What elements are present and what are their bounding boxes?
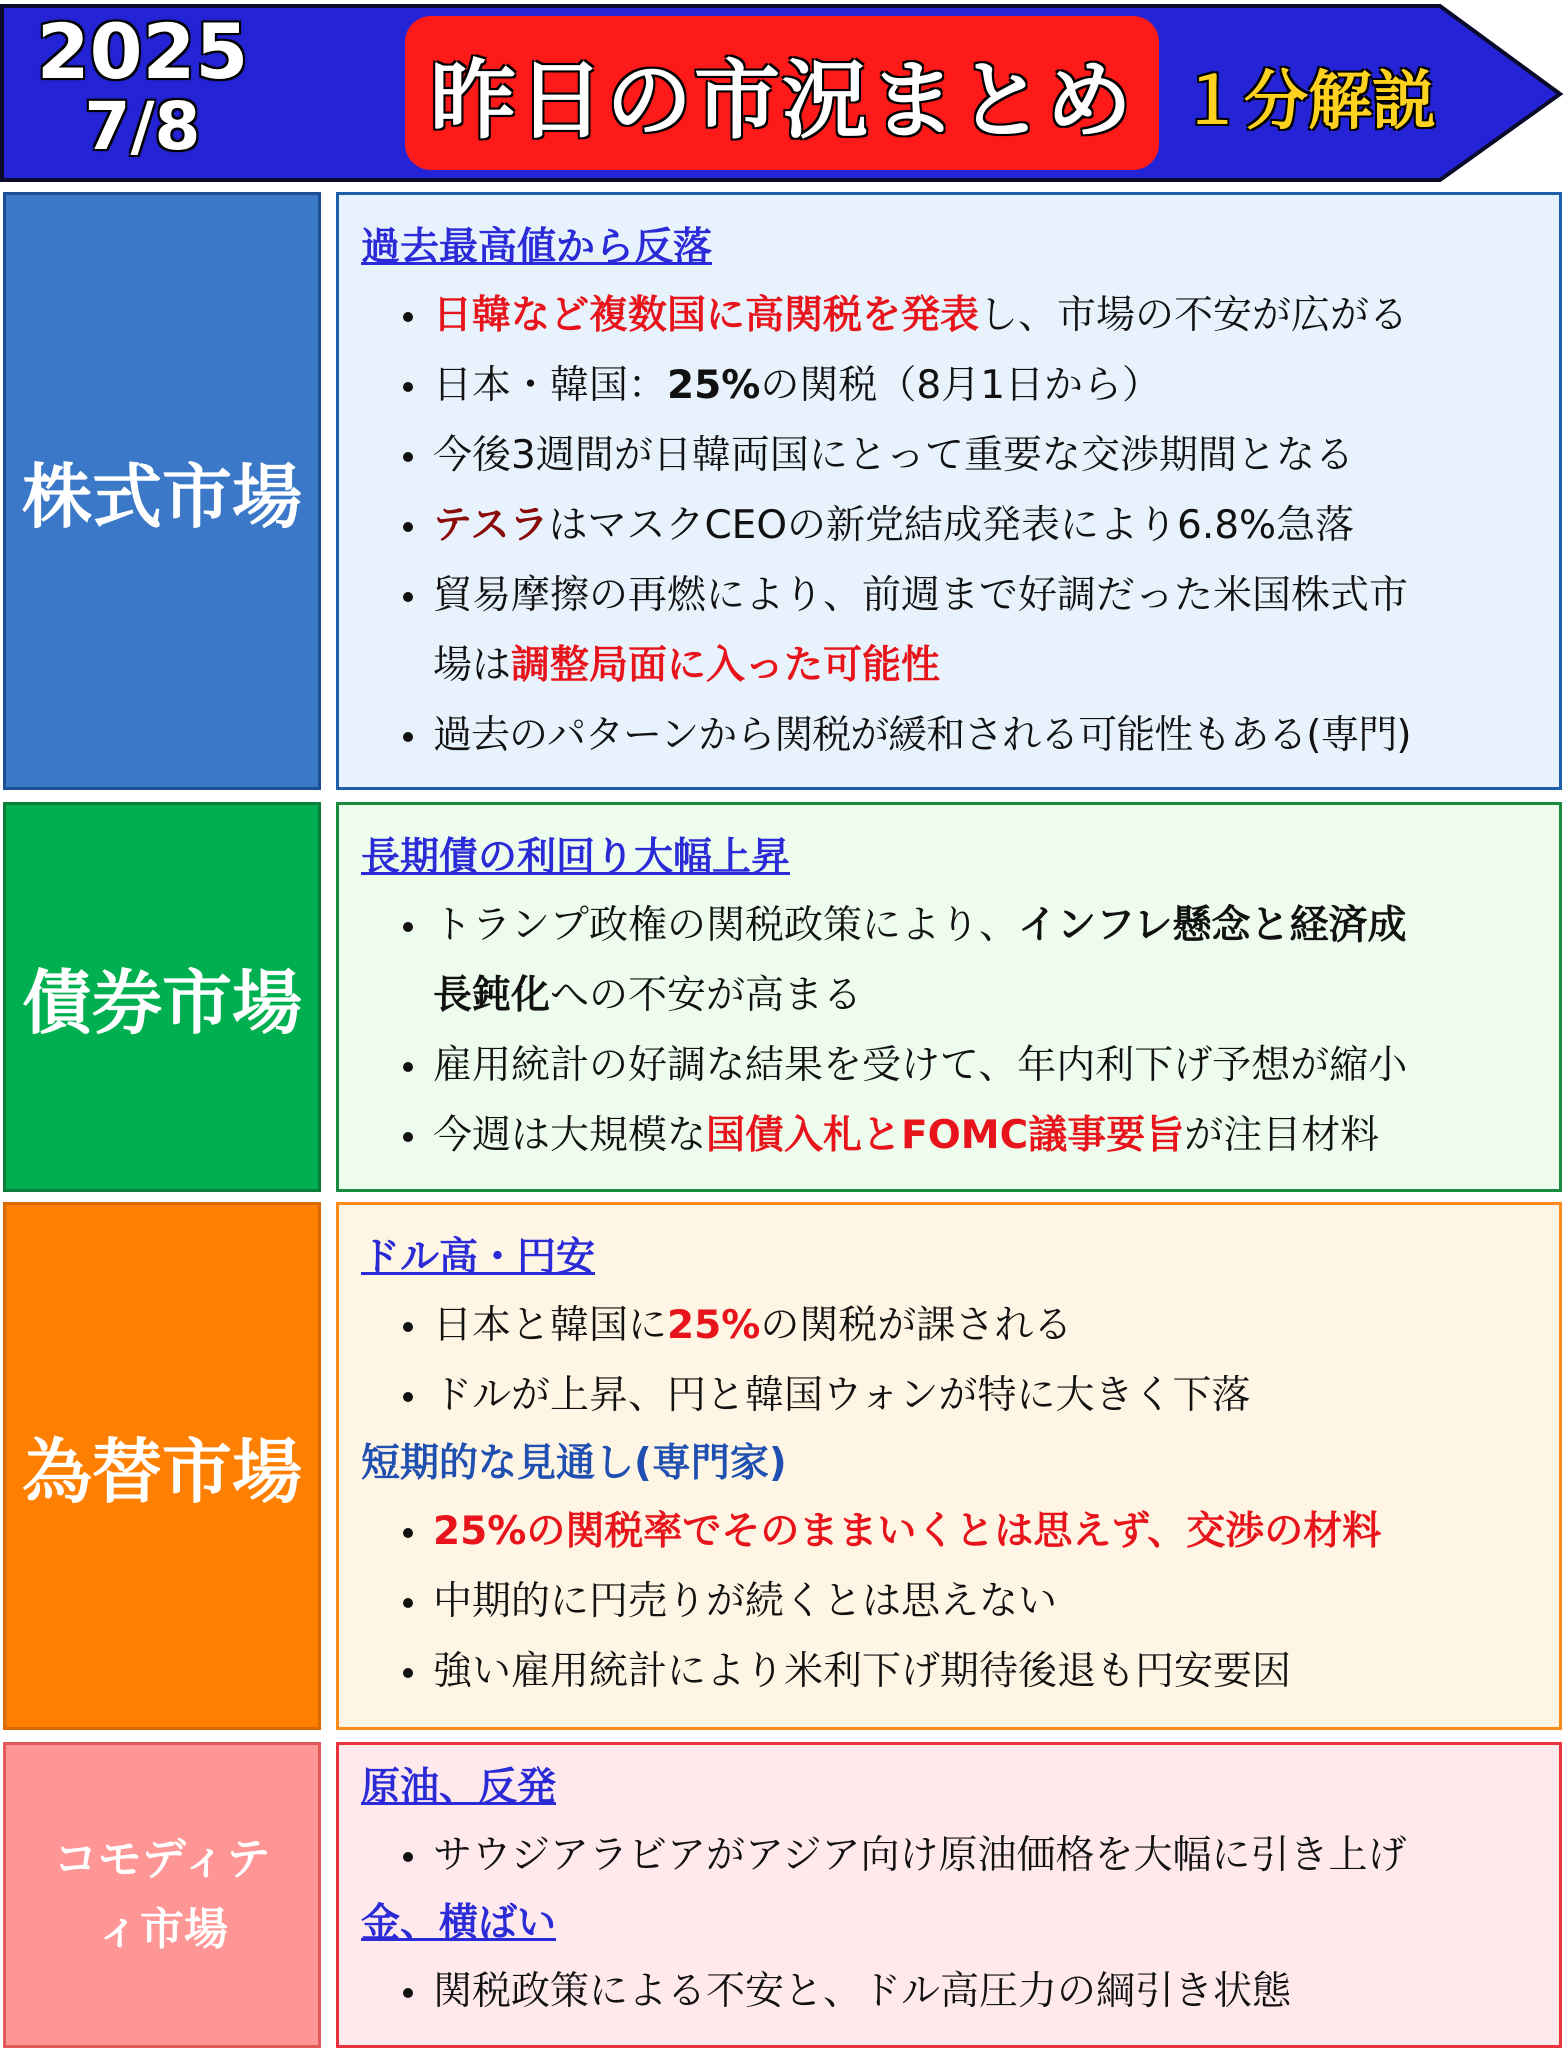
- item-text: サウジアラビアがアジア向け原油価格を大幅に引き上げ: [433, 1833, 1407, 1878]
- section-content-fx: [336, 1202, 1562, 1730]
- section-commodity-market: [0, 1742, 1564, 2048]
- emphasis-text: 25%の関税率でそのままいくとは思えず、交渉の材料: [433, 1509, 1382, 1554]
- item-text: の関税（8月1日から）: [760, 363, 1162, 408]
- section-content-commodity: [336, 1742, 1562, 2048]
- section-content-stock: [336, 192, 1562, 790]
- item-text: 中期的に円売りが続くとは思えない: [433, 1579, 1058, 1624]
- bold-text: 25%: [667, 363, 761, 408]
- bullet-list-gold: [361, 1957, 1559, 2027]
- page-title-box: [405, 16, 1159, 170]
- list-item: [361, 701, 1559, 771]
- list-item: [361, 891, 1559, 1031]
- section-label-commodity-line1: コモディテ: [53, 1834, 271, 1885]
- item-text: 雇用統計の好調な結果を受けて、年内利下げ予想が縮小: [433, 1043, 1408, 1088]
- bullet-list-fx-outlook: [361, 1497, 1559, 1707]
- section-content-bond: [336, 802, 1562, 1192]
- list-item: [361, 281, 1559, 351]
- section-subheading-fx-outlook: 短期的な見通し(専門家): [361, 1441, 787, 1486]
- section-label-bond: 債券市場: [3, 802, 321, 1192]
- emphasis-text: 日韓など複数国に高関税を発表: [433, 293, 980, 338]
- list-item: [361, 1821, 1559, 1891]
- emphasis-text: 調整局面に入った可能性: [511, 643, 941, 688]
- list-item: [361, 1567, 1559, 1637]
- bold-text: インフレ懸念と経済成: [1018, 903, 1407, 948]
- item-text: ドルが上昇、円と韓国ウォンが特に大きく下落: [433, 1373, 1251, 1418]
- list-item: [361, 1031, 1559, 1101]
- item-text: 貿易摩擦の再燃により、前週まで好調だった米国株式市: [433, 573, 1409, 618]
- list-item: [361, 1957, 1559, 2027]
- item-text: 今週は大規模な: [433, 1113, 707, 1158]
- page-title: 昨日の市況まとめ: [430, 51, 1134, 151]
- item-text: が注目材料: [1184, 1113, 1380, 1158]
- item-text: 関税政策による不安と、ドル高圧力の綱引き状態: [433, 1969, 1292, 2014]
- list-item: [361, 1637, 1559, 1707]
- item-text: の関税が課される: [760, 1303, 1073, 1348]
- list-item: [361, 421, 1559, 491]
- page-subtitle: １分解説: [1180, 65, 1436, 139]
- bullet-list-oil: [361, 1821, 1559, 1891]
- section-bond-market: [0, 802, 1564, 1192]
- item-text: 場は: [433, 643, 512, 688]
- section-heading-fx: ドル高・円安: [361, 1235, 596, 1280]
- item-text: 日本・韓国：: [433, 363, 668, 408]
- item-text: し、市場の不安が広がる: [979, 293, 1409, 338]
- list-item: [361, 1497, 1559, 1567]
- date-block: [10, 7, 275, 165]
- section-heading-bond: 長期債の利回り大幅上昇: [361, 835, 791, 880]
- item-text: 強い雇用統計により米利下げ期待後退も円安要因: [433, 1649, 1292, 1694]
- bullet-list-fx: [361, 1291, 1559, 1431]
- item-text: トランプ政権の関税政策により、: [433, 903, 1019, 948]
- list-item: [361, 491, 1559, 561]
- section-heading-gold: 金、横ばい: [361, 1901, 557, 1946]
- list-item: [361, 1291, 1559, 1361]
- item-text: 過去のパターンから関税が緩和される可能性もある(専門): [433, 713, 1411, 758]
- header-banner: [0, 0, 1564, 186]
- section-label-fx: 為替市場: [3, 1202, 321, 1730]
- section-stock-market: [0, 192, 1564, 790]
- section-label-stock: 株式市場: [3, 192, 321, 790]
- section-fx-market: [0, 1202, 1564, 1730]
- list-item: [361, 1101, 1559, 1171]
- list-item: [361, 1361, 1559, 1431]
- bullet-list-bond: [361, 891, 1559, 1171]
- list-item: [361, 351, 1559, 421]
- emphasis-text: 25%: [667, 1303, 761, 1348]
- section-heading-oil: 原油、反発: [361, 1765, 557, 1810]
- emphasis-text: テスラ: [433, 503, 549, 548]
- bold-text: 長鈍化: [433, 973, 551, 1018]
- date-year: 2025: [36, 7, 249, 96]
- section-heading-stock: 過去最高値から反落: [361, 225, 713, 270]
- list-item: [361, 561, 1559, 701]
- section-label-commodity-line2: ィ市場: [95, 1904, 228, 1955]
- bullet-list-stock: [361, 281, 1559, 771]
- item-text: への不安が高まる: [550, 973, 863, 1018]
- date-month-day: 7/8: [84, 88, 201, 165]
- emphasis-text: 国債入札とFOMC議事要旨: [706, 1113, 1185, 1158]
- section-label-commodity: [3, 1742, 321, 2048]
- item-text: 今後3週間が日韓両国にとって重要な交渉期間となる: [433, 433, 1355, 478]
- item-text: 日本と韓国に: [433, 1303, 668, 1348]
- item-text: はマスクCEOの新党結成発表により6.8%急落: [548, 503, 1355, 548]
